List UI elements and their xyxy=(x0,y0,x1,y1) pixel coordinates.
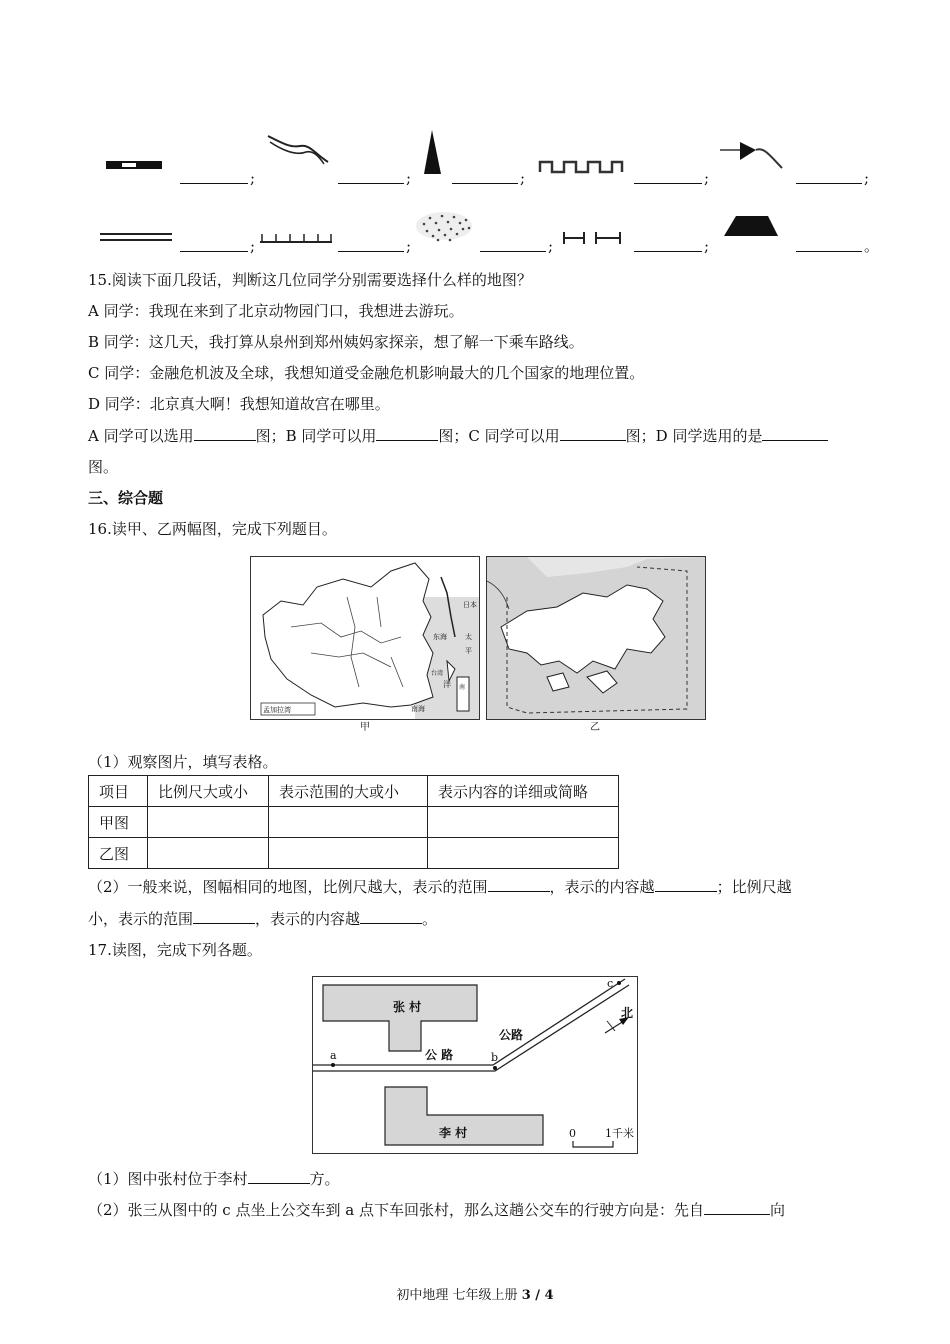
footer-text: 初中地理 七年级上册 xyxy=(396,1288,522,1303)
point-a xyxy=(331,1063,335,1067)
map-label: 台湾 xyxy=(431,670,444,677)
q15-answer-end: 图。 xyxy=(88,458,119,476)
q16-blank-3[interactable] xyxy=(193,909,255,924)
separator: ; xyxy=(406,169,412,187)
q17-sub2 xyxy=(88,1200,785,1220)
q16-sub1: （1）观察图片，填写表格。 xyxy=(88,753,278,771)
q17-sub1-part: （1）图中张村位于李村 xyxy=(88,1170,248,1188)
road-label: 公 路 xyxy=(425,1048,454,1062)
map-symbols-figure xyxy=(100,128,880,258)
table-cell-input[interactable] xyxy=(269,838,428,869)
q16-table xyxy=(88,775,619,869)
q16-sub2-part: ；比例尺越 xyxy=(716,878,792,896)
page-number: 3 / 4 xyxy=(521,1288,554,1303)
separator: ; xyxy=(548,237,554,255)
blank-road[interactable] xyxy=(180,250,248,252)
zhang-village-label: 张 村 xyxy=(393,1000,422,1014)
q15-student-a: A 同学：我现在来到了北京动物园门口，我想进去游玩。 xyxy=(88,302,464,320)
zhang-village xyxy=(323,985,477,1051)
q17-sub1 xyxy=(88,1169,340,1189)
map-jia xyxy=(250,556,480,720)
page-footer xyxy=(0,1284,950,1303)
wall-symbol xyxy=(540,162,622,172)
point-c xyxy=(617,981,621,985)
scale-bar xyxy=(573,1141,613,1147)
q17-map xyxy=(312,976,638,1154)
map-jia-label: 甲 xyxy=(360,722,370,733)
map-yi-drawing xyxy=(487,557,705,719)
q15-student-c: C 同学：金融危机波及全球，我想知道受金融危机影响最大的几个国家的地理位置。 xyxy=(88,364,645,382)
q15-answer-part: 图；D 同学选用的是 xyxy=(625,427,763,445)
q15-intro: 15.阅读下面几段话，判断这几位同学分别需要选择什么样的地图？ xyxy=(88,271,532,289)
label-c: c xyxy=(607,977,614,990)
label-b: b xyxy=(491,1051,499,1064)
map-label: 平 xyxy=(465,647,472,655)
separator: ; xyxy=(406,237,412,255)
table-cell-input[interactable] xyxy=(148,807,269,838)
q16-blank-4[interactable] xyxy=(360,909,422,924)
map-yi xyxy=(486,556,706,720)
blank-waterfall[interactable] xyxy=(796,182,862,184)
q15-student-d: D 同学：北京真大啊！我想知道故宫在哪里。 xyxy=(88,395,390,413)
q16-sub2-part: 小，表示的范围 xyxy=(88,910,194,928)
north-label: 北 xyxy=(621,1006,634,1020)
map-label: 洋 xyxy=(443,680,451,689)
q16-sub2-part: ，表示的内容越 xyxy=(255,910,361,928)
map-label: 南 xyxy=(459,684,466,691)
road-symbol xyxy=(100,234,172,240)
table-cell-input[interactable] xyxy=(428,838,619,869)
q17-sub2-part: （2）张三从图中的 c 点坐上公交车到 a 点下车回张村，那么这趟公交车的行驶方向是：先自 xyxy=(88,1201,704,1219)
q15-answer-part: A 同学可以选用 xyxy=(88,427,194,445)
q17-sub2-part: 向 xyxy=(769,1201,785,1219)
q15-blank-d[interactable] xyxy=(762,426,828,441)
plateau-symbol xyxy=(724,216,778,236)
blank-bridge[interactable] xyxy=(634,250,702,252)
separator: ; xyxy=(864,169,870,187)
q16-blank-1[interactable] xyxy=(488,877,550,892)
table-cell: 甲图 xyxy=(89,807,148,838)
table-header: 表示内容的详细或简略 xyxy=(428,776,619,807)
blank-peak[interactable] xyxy=(452,182,518,184)
q15-blank-c[interactable] xyxy=(560,426,626,441)
blank-cliff[interactable] xyxy=(338,250,404,252)
separator: ; xyxy=(250,169,256,187)
table-row xyxy=(89,807,619,838)
table-cell-input[interactable] xyxy=(269,807,428,838)
q15-answer-part: 图；B 同学可以用 xyxy=(255,427,377,445)
q17-map-drawing xyxy=(313,977,637,1153)
separator: ; xyxy=(250,237,256,255)
scale-label: 1千米 xyxy=(605,1127,634,1140)
q17-blank-2[interactable] xyxy=(704,1200,770,1215)
table-header: 项目 xyxy=(89,776,148,807)
blank-river[interactable] xyxy=(338,182,404,184)
blank-sand[interactable] xyxy=(480,250,546,252)
cliff-symbol xyxy=(260,234,332,242)
river-symbol xyxy=(268,136,328,164)
table-header: 比例尺大或小 xyxy=(148,776,269,807)
map-label: 太 xyxy=(465,633,472,641)
q15-student-b: B 同学：这几天，我打算从泉州到郑州姨妈家探亲，想了解一下乘车路线。 xyxy=(88,333,584,351)
mountain-peak-symbol xyxy=(424,130,441,174)
table-cell-input[interactable] xyxy=(148,838,269,869)
q16-intro: 16.读甲、乙两幅图，完成下列题目。 xyxy=(88,520,337,538)
table-cell-input[interactable] xyxy=(428,807,619,838)
table-header: 表示范围的大或小 xyxy=(269,776,428,807)
separator: ; xyxy=(520,169,526,187)
waterfall-symbol xyxy=(720,142,782,168)
section-title: 三、综合题 xyxy=(88,489,164,507)
map-label: 东海 xyxy=(433,633,447,641)
bridge-symbol xyxy=(564,232,620,244)
blank-plateau[interactable] xyxy=(796,250,862,252)
railway-symbol xyxy=(106,161,162,169)
q16-sub2-line2 xyxy=(88,909,437,929)
table-row xyxy=(89,838,619,869)
q15-blank-b[interactable] xyxy=(376,426,438,441)
separator: ; xyxy=(704,237,710,255)
scale-label: 0 xyxy=(569,1127,576,1140)
blank-railway[interactable] xyxy=(180,182,248,184)
map-yi-label: 乙 xyxy=(590,722,600,733)
q16-blank-2[interactable] xyxy=(655,877,717,892)
q16-sub2-part: 。 xyxy=(422,910,438,928)
road-label: 公路 xyxy=(499,1028,524,1042)
q15-blank-a[interactable] xyxy=(194,426,256,441)
separator: 。 xyxy=(864,237,880,255)
q17-sub1-part: 方。 xyxy=(309,1170,340,1188)
map-label: 孟加拉湾 xyxy=(263,706,291,714)
q15-answer-part: 图；C 同学可以用 xyxy=(438,427,560,445)
table-cell: 乙图 xyxy=(89,838,148,869)
q16-sub2-line1 xyxy=(88,877,792,897)
sand-symbol xyxy=(416,212,472,241)
q17-blank-1[interactable] xyxy=(248,1169,310,1184)
q17-intro: 17.读图，完成下列各题。 xyxy=(88,941,262,959)
separator: ; xyxy=(704,169,710,187)
li-village-label: 李 村 xyxy=(439,1126,468,1140)
map-jia-drawing xyxy=(251,557,479,719)
map-label: 南海 xyxy=(411,705,425,713)
q15-answer-line xyxy=(88,426,828,446)
label-a: a xyxy=(330,1049,337,1062)
q16-sub2-part: （2）一般来说，图幅相同的地图，比例尺越大，表示的范围 xyxy=(88,878,488,896)
q16-sub2-part: ，表示的内容越 xyxy=(549,878,655,896)
blank-wall[interactable] xyxy=(634,182,702,184)
point-b xyxy=(493,1066,497,1070)
map-label: 日本 xyxy=(463,601,477,609)
